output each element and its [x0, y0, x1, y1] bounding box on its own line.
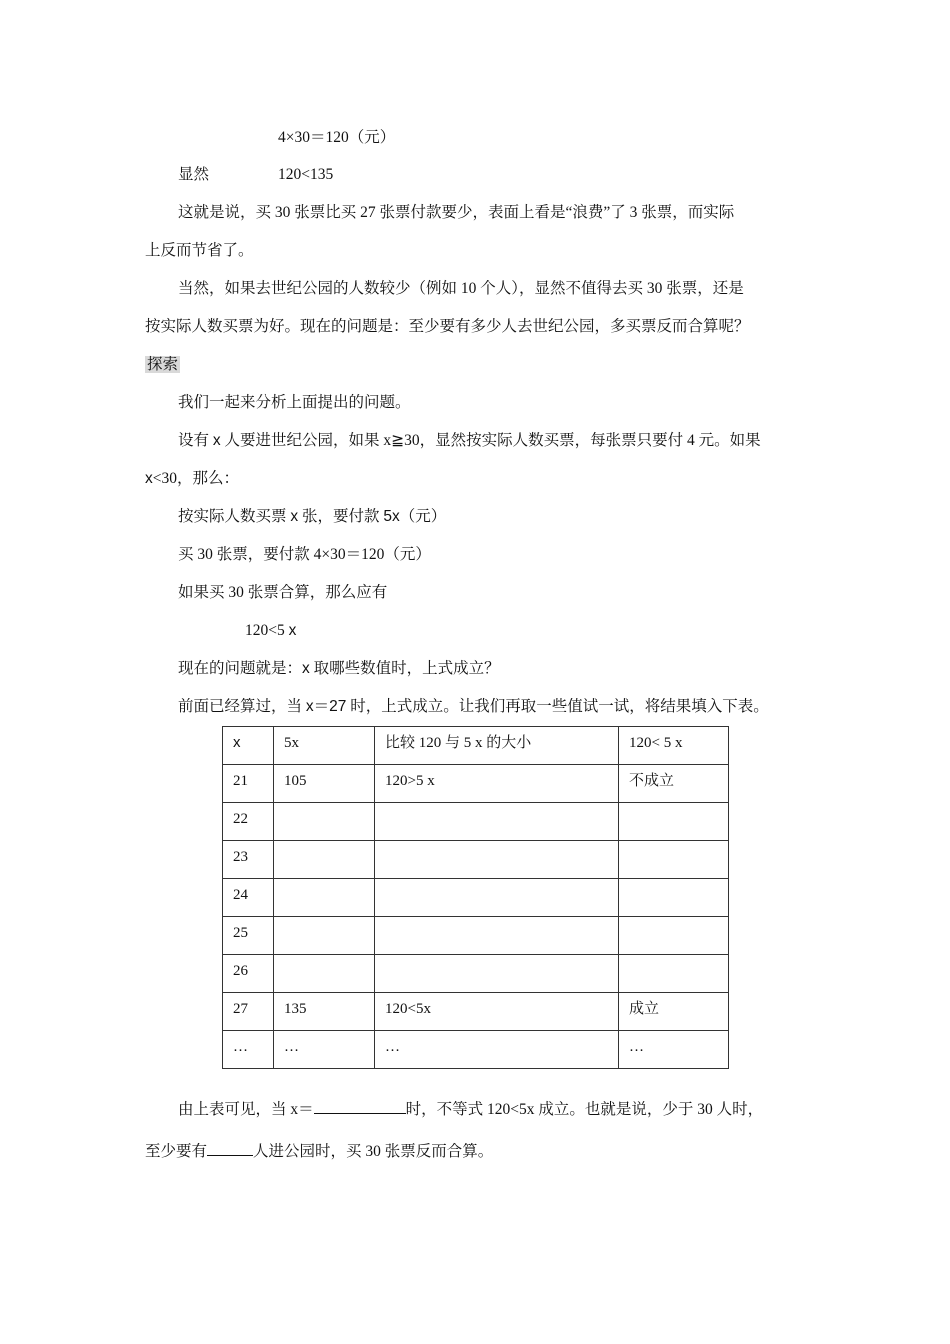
table-cell[interactable]	[274, 955, 375, 993]
paragraph-4-line-2	[145, 469, 810, 489]
conclusion-line-1	[178, 1099, 843, 1120]
p4b-var: x	[145, 470, 153, 487]
table-header-cell: 120< 5 x	[619, 727, 729, 765]
p5-post: （元）	[399, 508, 447, 525]
table-cell[interactable]	[274, 917, 375, 955]
ineq-var: x	[288, 622, 297, 639]
paragraph-3: 我们一起来分析上面提出的问题。	[178, 394, 411, 411]
table-row	[223, 917, 729, 955]
table-cell[interactable]	[375, 803, 619, 841]
table-cell: 120<5x	[375, 993, 619, 1031]
paragraph-1-line-1: 这就是说，买 30 张票比买 27 张票付款要少，表面上看是“浪费”了 3 张票，而实际	[178, 204, 735, 221]
table-row	[223, 1031, 729, 1069]
c1-pre: 由上表可见，当 x＝	[178, 1101, 314, 1118]
paragraph-2-line-2: 按实际人数买票为好。现在的问题是：至少要有多少人去世纪公园，多买票反而合算呢？	[145, 318, 750, 335]
trial-values-table	[222, 726, 729, 1069]
table-cell[interactable]	[619, 803, 729, 841]
p4-pre: 设有	[178, 432, 213, 449]
table-cell: 135	[274, 993, 375, 1031]
paragraph-6: 买 30 张票，要付款 4×30＝120（元）	[178, 546, 431, 563]
p4-var: x	[212, 432, 221, 449]
ineq-pre: 120<5	[245, 622, 289, 639]
paragraph-7: 如果买 30 张票合算，那么应有	[178, 584, 388, 601]
table-cell[interactable]	[619, 841, 729, 879]
table-row	[223, 879, 729, 917]
table-cell[interactable]	[274, 879, 375, 917]
obviously-label: 显然	[178, 166, 210, 183]
conclusion-line-2	[145, 1141, 810, 1162]
table-header-cell: x	[223, 727, 274, 765]
table-row	[223, 955, 729, 993]
header-5x: 5x	[284, 735, 299, 751]
table-cell: 21	[223, 765, 274, 803]
p4b-rest: <30，那么：	[152, 470, 239, 487]
table-cell: 105	[274, 765, 375, 803]
p8-pre: 现在的问题就是：	[178, 660, 303, 677]
c2-post: 人进公园时，买 30 张票反而合算。	[253, 1143, 494, 1160]
table-cell[interactable]	[375, 917, 619, 955]
p9-var: x＝27	[305, 698, 347, 715]
p5-expr: 5x	[383, 508, 400, 525]
table-cell: …	[223, 1031, 274, 1069]
table-cell[interactable]	[375, 955, 619, 993]
c1-post: 时，不等式 120<5x 成立。也就是说，少于 30 人时，	[405, 1101, 764, 1118]
paragraph-1-line-2: 上反而节省了。	[145, 242, 254, 259]
table-header-row	[223, 727, 729, 765]
table-header-cell: 比较 120 与 5 x 的大小	[375, 727, 619, 765]
p5-mid: 张，要付款	[298, 508, 384, 525]
table-cell: …	[274, 1031, 375, 1069]
section-heading	[145, 355, 810, 375]
paragraph-2-line-1: 当然，如果去世纪公园的人数较少（例如 10 个人），显然不值得去买 30 张票，还是	[178, 280, 744, 297]
obviously-line	[178, 165, 843, 185]
table-cell: 24	[223, 879, 274, 917]
answer-blank-x[interactable]	[314, 1099, 406, 1114]
table-cell: …	[619, 1031, 729, 1069]
table-cell: 22	[223, 803, 274, 841]
table-cell[interactable]	[375, 879, 619, 917]
paragraph-4-line-1	[178, 431, 843, 451]
table-cell[interactable]	[619, 955, 729, 993]
table-cell[interactable]	[375, 841, 619, 879]
table-cell: 27	[223, 993, 274, 1031]
table-cell: 120>5 x	[375, 765, 619, 803]
answer-blank-count[interactable]	[207, 1141, 253, 1156]
paragraph-8	[178, 659, 843, 679]
calc-line: 4×30＝120（元）	[278, 129, 396, 146]
table-cell[interactable]	[274, 841, 375, 879]
p9-post: 时，上式成立。让我们再取一些值试一试，将结果填入下表。	[346, 698, 769, 715]
p8-var: x	[302, 660, 310, 677]
table-cell[interactable]	[274, 803, 375, 841]
p5-pre: 按实际人数买票	[178, 508, 291, 525]
p8-post: 取哪些数值时，上式成立？	[309, 660, 500, 677]
p4-post: 人要进世纪公园，如果 x≧30，显然按实际人数买票，每张票只要付 4 元。如果	[220, 432, 761, 449]
table-cell: 不成立	[619, 765, 729, 803]
table-row	[223, 841, 729, 879]
table-cell: 25	[223, 917, 274, 955]
table-cell: 23	[223, 841, 274, 879]
table-row	[223, 993, 729, 1031]
p9-pre: 前面已经算过，当	[178, 698, 306, 715]
heading-text: 探索	[147, 356, 179, 373]
obviously-value: 120<135	[278, 166, 334, 183]
paragraph-9	[178, 697, 843, 717]
table-cell: …	[375, 1031, 619, 1069]
paragraph-5	[178, 507, 843, 527]
table-cell[interactable]	[619, 917, 729, 955]
p5-var: x	[290, 508, 299, 525]
table-header-cell	[274, 727, 375, 765]
table-row	[223, 765, 729, 803]
table-cell: 26	[223, 955, 274, 993]
table-row	[223, 803, 729, 841]
inequality-line	[245, 621, 910, 641]
c2-pre: 至少要有	[145, 1143, 208, 1160]
table-cell[interactable]	[619, 879, 729, 917]
table-cell: 成立	[619, 993, 729, 1031]
